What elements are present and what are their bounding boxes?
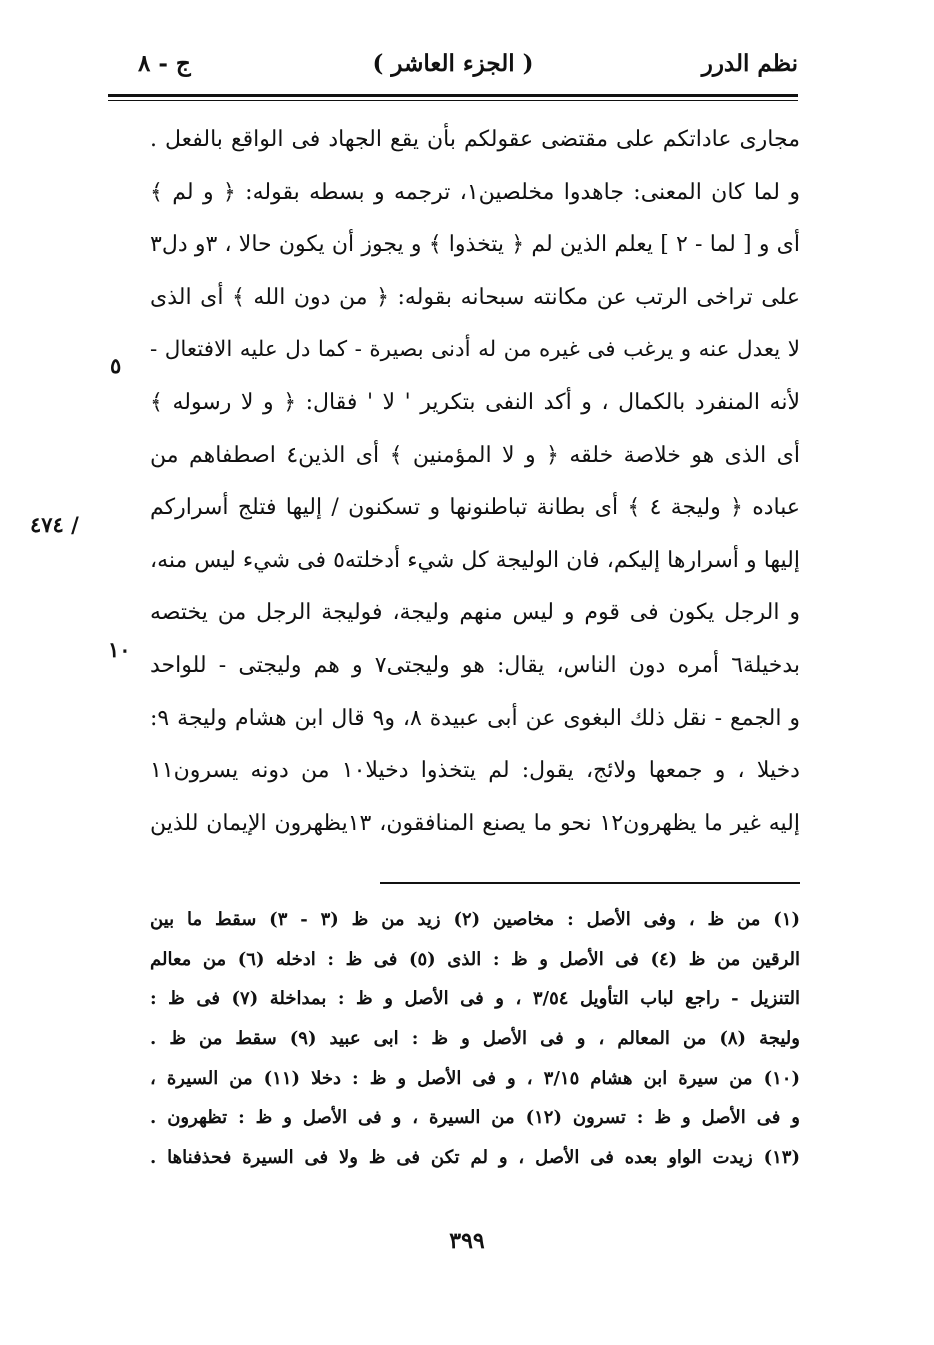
running-header — [108, 50, 798, 90]
header-rule — [108, 94, 798, 97]
main-text — [150, 114, 800, 850]
footnote-line: (١) من ظ ، وفى الأصل : مخاصين (٢) زيد من ظ (٣ - ٣) سقط ما بين — [150, 909, 800, 930]
part-label: ( الجزء العاشر ) — [372, 50, 534, 77]
text-line: بدخيلة٦ أمره دون الناس، يقال: هو وليجتى٧ و هم وليجتى - للواحد — [150, 652, 800, 678]
footnotes — [150, 900, 800, 1178]
footnote-separator — [380, 882, 800, 884]
volume-label: ج - ٨ — [138, 50, 191, 77]
line-number-5: ٥ — [110, 353, 122, 378]
text-line: على تراخى الرتب عن مكانته سبحانه بقوله: ﴿ من دون الله ﴾ أى الذى — [150, 284, 800, 310]
book-title: نظم الدرر — [701, 50, 798, 77]
footnote-line: (١٠) من سيرة ابن هشام ٣/١٥ ، و فى الأصل و ظ : دخلا (١١) من السيرة ، — [150, 1067, 800, 1089]
text-line: عباده ﴿ وليجة ٤ ﴾ أى بطانة تباطنونها و تسكنون / إليها فتلج أسراركم — [150, 495, 800, 521]
text-line: لأنه المنفرد بالكمال ، و أكد النفى بتكرير ' لا ' فقال: ﴿ و لا رسوله ﴾ — [150, 389, 800, 415]
text-line: و الجمع - نقل ذلك البغوى عن أبى عبيدة ٨، و٩ قال ابن هشام وليجة ٩: — [150, 705, 800, 731]
footnote-line: التنزيل - راجع لباب التأويل ٣/٥٤ ، و فى الأصل و ظ : بمداخلة (٧) فى ظ : — [150, 988, 800, 1010]
text-line: و الرجل يكون فى قوم و ليس منهم وليجة، فوليجة الرجل من يختصه — [150, 600, 800, 626]
footnote-line: و فى الأصل و ظ : تسرون (١٢) من السيرة ، و فى الأصل و ظ : تظهرون . — [150, 1107, 800, 1129]
footnote-line: (١٣) زيدت الواو بعده فى الأصل ، و لم تكن فى ظ ولا فى السيرة فحذفناها . — [150, 1147, 800, 1169]
page-number: ٣٩٩ — [449, 1228, 485, 1254]
text-line: لا يعدل عنه و يرغب فى غيره من له أدنى بصيرة - كما دل عليه الافتعال - — [150, 337, 800, 363]
margin-reference: / ٤٧٤ — [30, 512, 79, 537]
text-line: أى و [ لما - ٢ ] يعلم الذين لم ﴿ يتخذوا ﴾ و يجوز أن يكون حالا ، ٣و دل٣ — [150, 232, 800, 258]
text-line: أى الذى هو خلاصة خلقه ﴿ و لا المؤمنين ﴾ أى الذين٤ اصطفاهم من — [150, 442, 800, 468]
line-number-10: ١٠ — [108, 637, 131, 662]
text-line: إليه غير ما يظهرون١٢ نحو ما يصنع المنافقون، ١٣يظهرون الإيمان للذين — [150, 810, 800, 836]
text-line: إليها و أسرارها إليكم، فان الوليجة كل شيء أدخلته٥ فى شيء ليس منه، — [150, 547, 800, 573]
footnote-line: الرقين من ظ (٤) فى الأصل و ظ : الذى (٥) فى ظ : ادخله (٦) من معالم — [150, 948, 800, 970]
text-line: دخيلا ، و جمعها ولائج، يقول: لم يتخذوا دخيلا١٠ من دونه يسرون١١ — [150, 758, 800, 784]
header-rule-thin — [108, 100, 798, 101]
text-line: مجارى عاداتكم على مقتضى عقولكم بأن يقع الجهاد فى الواقع بالفعل . — [150, 127, 800, 152]
text-line: و لما كان المعنى: جاهدوا مخلصين١، ترجمه و بسطه بقوله: ﴿ و لم ﴾ — [150, 179, 800, 205]
footnote-line: وليجة (٨) من المعالم ، و فى الأصل و ظ : ابى عبيد (٩) سقط من ظ . — [150, 1028, 800, 1050]
